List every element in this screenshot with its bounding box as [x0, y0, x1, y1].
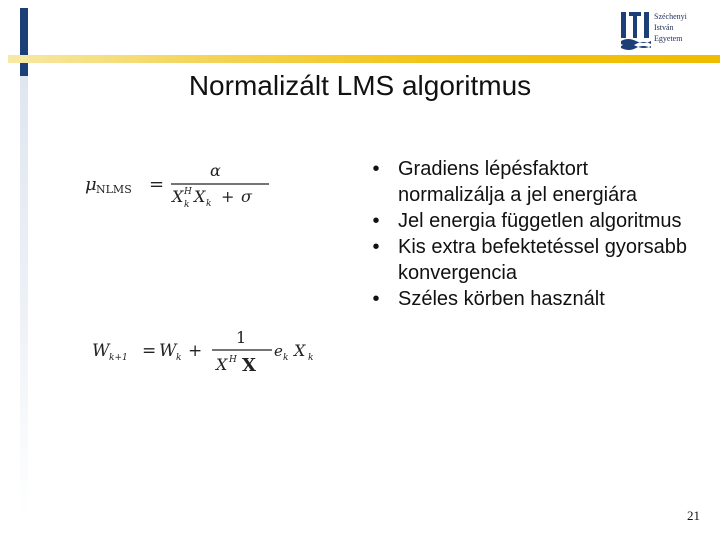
bullet-marker: •: [372, 158, 380, 180]
eq1-den-sub: k: [184, 200, 190, 210]
eq2-numerator: 1: [236, 328, 247, 347]
eq1-den-x: X: [172, 187, 184, 206]
eq2-e: e: [274, 342, 283, 360]
bullet-text: Kis extra befektetéssel gyorsabb konvergencia: [398, 236, 688, 284]
eq1-plus: +: [221, 187, 235, 206]
bullet-text: Széles körben használt: [398, 288, 605, 310]
eq1-mu-subscript: NLMS: [96, 183, 132, 196]
eq2-plus: +: [188, 341, 203, 361]
eq1-equals: =: [149, 174, 165, 195]
nlms-step-size-equation: [85, 160, 275, 210]
bullet-list: [366, 156, 696, 312]
eq2-x-sub: k: [308, 353, 314, 363]
logo-line-1: Széchenyi: [654, 12, 687, 21]
eq1-mu: μ: [85, 174, 97, 195]
logo-line-3: Egyetem: [654, 34, 683, 43]
page-number: 21: [687, 508, 700, 523]
eq2-w-sub: k: [176, 353, 182, 363]
eq2-w: W: [159, 341, 177, 361]
bullet-text: Gradiens lépésfaktort normalizálja a jel energiára: [398, 158, 638, 206]
eq1-den-sup: H: [184, 187, 192, 197]
eq1-numerator: α: [210, 161, 221, 180]
eq1-den-sub2: k: [206, 199, 212, 209]
eq1-sigma: σ: [241, 187, 252, 206]
university-logo-text: [654, 11, 687, 44]
header-gold-bar: [8, 55, 720, 63]
left-accent-bar: [20, 8, 28, 76]
eq2-x: X: [294, 341, 306, 360]
bullet-marker: •: [372, 288, 380, 310]
bullet-item: [366, 156, 696, 208]
bullet-item: [366, 208, 696, 234]
bullet-item: [366, 234, 696, 286]
university-logo: [620, 8, 715, 52]
eq2-e-sub: k: [283, 353, 289, 363]
bullet-marker: •: [372, 236, 380, 258]
university-logo-icon: [620, 10, 652, 50]
eq2-den-x2: X: [242, 355, 256, 376]
weight-update-equation: [92, 326, 332, 376]
slide-title: Normalizált LMS algoritmus: [188, 70, 532, 101]
eq2-w-next: W: [92, 341, 110, 361]
eq2-den-x: X: [216, 355, 228, 374]
eq2-w-next-sub: k+1: [109, 353, 128, 363]
logo-line-2: István: [654, 23, 674, 32]
bullet-item: [366, 286, 696, 312]
eq2-equals: =: [142, 341, 157, 361]
bullet-text: Jel energia független algoritmus: [398, 210, 682, 232]
left-accent-bar-fade: [20, 76, 28, 516]
eq2-den-sup: H: [229, 355, 237, 365]
eq1-den-x2: X: [194, 187, 206, 206]
bullet-marker: •: [372, 210, 380, 232]
